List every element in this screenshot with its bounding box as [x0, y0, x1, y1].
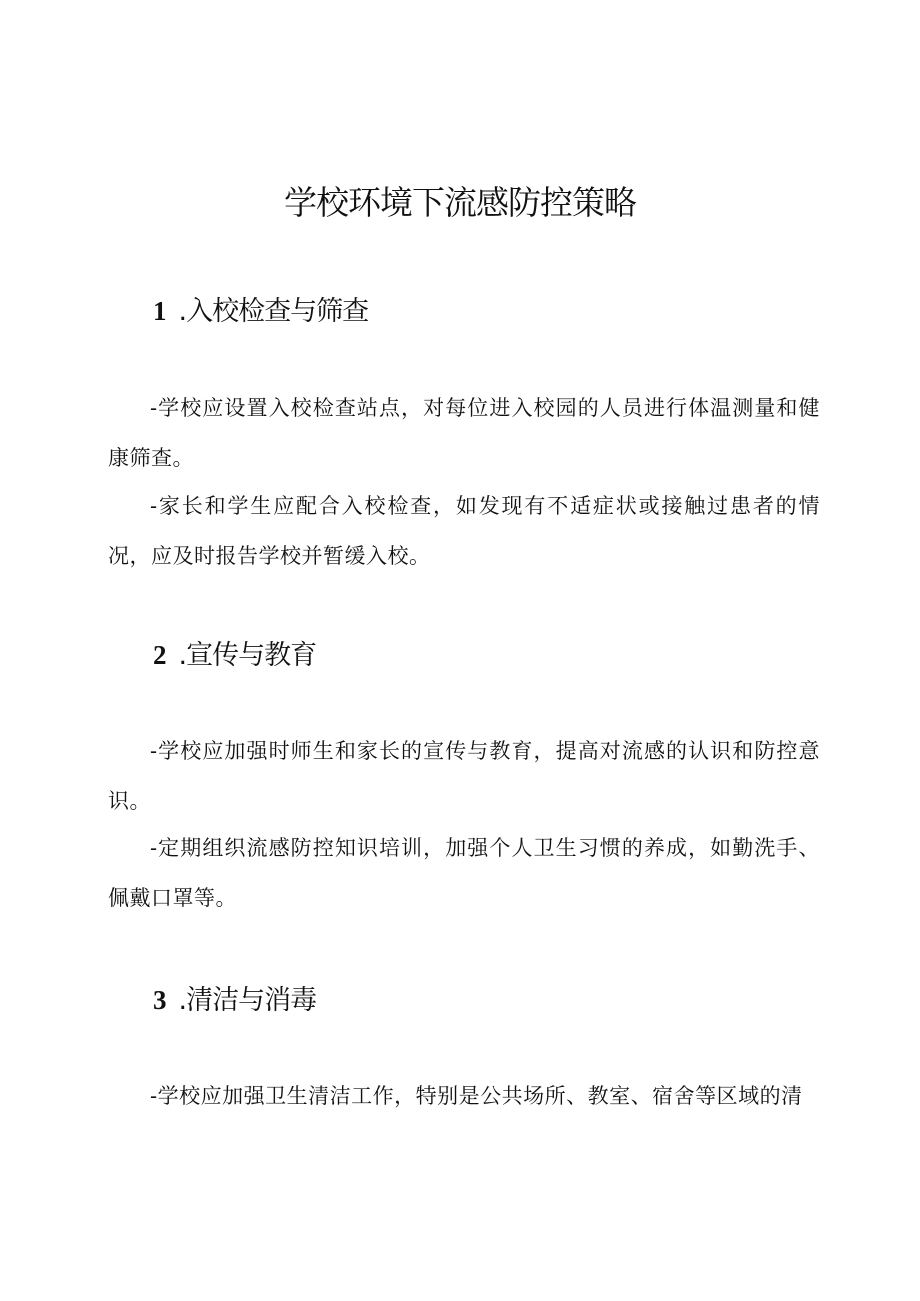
section-number: 3	[153, 985, 167, 1015]
section-heading-2	[153, 633, 316, 678]
paragraph: -学校应加强卫生清洁工作，特别是公共场所、教室、宿舍等区域的清	[150, 1084, 803, 1108]
paragraph: -定期组织流感防控知识培训，加强个人卫生习惯的养成，如勤洗手、佩戴口罩等。	[108, 836, 820, 910]
section-number: 1	[153, 296, 167, 326]
section-title: .入校检查与筛查	[178, 296, 369, 327]
section-heading-3	[153, 978, 316, 1023]
section-number: 2	[153, 640, 167, 670]
section-title: .宣传与教育	[178, 640, 317, 671]
section-title: .清洁与消毒	[178, 985, 317, 1016]
paragraph: -学校应加强时师生和家长的宣传与教育，提高对流感的认识和防控意识。	[108, 739, 820, 813]
document-title: 学校环境下流感防控策略	[284, 183, 636, 222]
paragraph: -家长和学生应配合入校检查，如发现有不适症状或接触过患者的情况，应及时报告学校并暂缓入校。	[108, 494, 820, 568]
section-heading-1	[153, 289, 368, 334]
paragraph: -学校应设置入校检查站点，对每位进入校园的人员进行体温测量和健康筛查。	[108, 396, 820, 470]
